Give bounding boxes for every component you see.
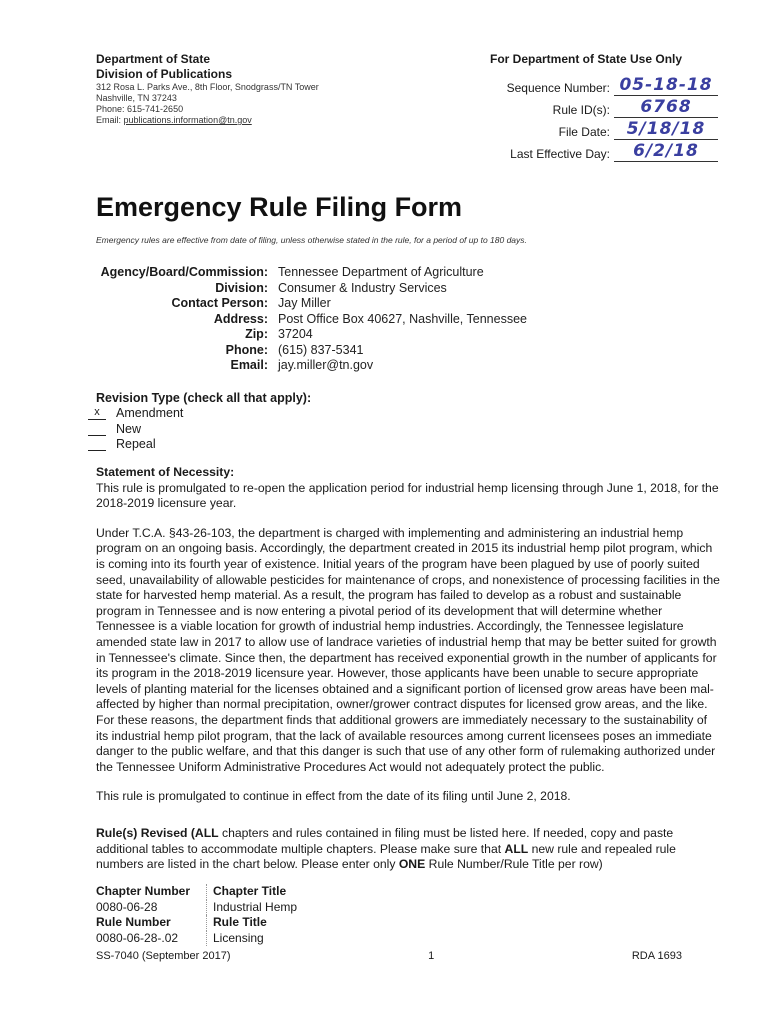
rule-table	[96, 884, 726, 946]
phone-row	[96, 343, 696, 359]
agency-value[interactable]: Tennessee Department of Agriculture	[278, 265, 484, 279]
amendment-label: Amendment	[116, 406, 184, 420]
statement-paragraph-2: Under T.C.A. §43-26-103, the department is charged with implementing and administering an industrial hemp program on an ongoing basis. Accordingly, the department created in 2015 its industrial hemp pilot program, which is coming into its fourth year of existence. Initial years of the program have been plagued by use of poorly suited seed, unavailability of allowable pesticides for maintenance of crops, and nonexistence of processing facilities in the state for harvested hemp material. As a result, the program has failed to develop as a robust and sustainable program in Tennessee and is now entering a pivotal period of its development that will determine whether Tennessee is a viable location for growth of industrial hemp industries. Accordingly, the Tennessee legislature amended state law in 2017 to allow use of landrace varieties of industrial hemp that may be better suited for growth in Tennessee's climate. Since then, the department has received exponential growth in the number of applicants for its program in the 2018-2019 licensure year. However, those applicants have been unable to secure appropriate levels of planting material for the licenses obtained and a significant portion of licensed grow areas have been mal-affected by higher than normal precipitation, owner/grower contract disputes for licensed grow areas, and the like. For these reasons, the department finds that additional growers are immediately necessary to the sustainability of its industrial hemp pilot program, that the lack of available resources among current licensees poses an immediate danger to the public welfare, and that this danger is such that use of any other form of rulemaking authorized under the Tennessee Uniform Administrative Procedures Act would not adequately protect the public.	[96, 525, 720, 774]
office-use-title: For Department of State Use Only	[490, 52, 683, 66]
chapter-number-header: Chapter Number	[96, 884, 191, 898]
chapter-title-cell[interactable]: Industrial Hemp	[206, 900, 713, 916]
agency-row	[96, 265, 696, 281]
rules-intro-f: ONE	[398, 857, 426, 872]
issuer-address: 312 Rosa L. Parks Ave., 8th Floor, Snodgrass/TN Tower	[96, 82, 319, 92]
phone-value[interactable]: (615) 837-5341	[278, 342, 364, 357]
file-date-value[interactable]: 5/18/18	[614, 119, 718, 140]
statement-heading: Statement of Necessity:	[96, 465, 235, 479]
rules-intro-b: ALL	[194, 826, 219, 840]
division-name: Division of Publications	[96, 67, 233, 81]
new-label: New	[116, 421, 142, 436]
issuer-city: Nashville, TN 37243	[96, 93, 177, 103]
rules-intro-e: new rule and repealed rule numbers are listed in the chart below. Please enter only	[96, 841, 676, 872]
rule-title-header: Rule Title	[206, 915, 713, 931]
last-effective-day-row	[490, 143, 730, 165]
rule-id-row	[490, 99, 730, 121]
table-header-row	[96, 915, 726, 931]
email-value[interactable]: jay.miller@tn.gov	[278, 358, 374, 372]
issuer-email-row	[96, 115, 396, 126]
contact-row	[96, 296, 696, 312]
rule-title-cell[interactable]: Licensing	[206, 931, 713, 947]
rule-number-header: Rule Number	[96, 915, 171, 929]
page-footer	[96, 950, 682, 962]
rules-intro-c: chapters and rules contained in filing must be listed here. If needed, copy and paste additional tables to accommodate multiple chapters. Please make sure that	[96, 826, 674, 856]
division-row	[96, 281, 696, 297]
dept-name: Department of State	[96, 52, 211, 66]
rules-intro-a: Rule(s) Revised (	[96, 826, 195, 840]
rule-id-value[interactable]: 6768	[614, 97, 718, 118]
rule-id-label: Rule ID(s):	[552, 103, 610, 117]
office-use-block	[490, 52, 730, 165]
email-row	[96, 358, 696, 374]
contact-value[interactable]: Jay Miller	[278, 296, 331, 310]
contact-label: Contact Person:	[171, 296, 268, 310]
sequence-number-value[interactable]: 05-18-18	[614, 75, 718, 96]
repeal-label: Repeal	[116, 437, 156, 451]
new-checkbox[interactable]	[88, 422, 106, 436]
form-subtitle: Emergency rules are effective from date of filing, unless otherwise stated in the rule, for a period of up to 180 days.	[96, 235, 527, 245]
chapter-number-cell[interactable]: 0080-06-28	[96, 899, 158, 914]
revision-type-section	[96, 390, 696, 453]
division-label: Division:	[215, 280, 268, 295]
address-label: Address:	[213, 311, 268, 326]
zip-label: Zip:	[245, 327, 268, 341]
last-effective-day-label: Last Effective Day:	[510, 147, 610, 161]
rules-intro-g: Rule Number/Rule Title per row)	[425, 857, 603, 872]
rules-intro-d: ALL	[504, 841, 529, 856]
form-number: SS-7040 (September 2017)	[96, 950, 231, 962]
rule-number-cell[interactable]: 0080-06-28-.02	[96, 930, 179, 945]
zip-row	[96, 327, 696, 343]
table-header-row	[96, 884, 726, 900]
statement-paragraph-1: This rule is promulgated to re-open the application period for industrial hemp licensing through June 1, 2018, for the 2018-2019 licensure year.	[96, 480, 719, 511]
address-row	[96, 312, 696, 328]
phone-label: Phone:	[225, 342, 268, 357]
table-row	[96, 900, 726, 916]
sequence-number-label: Sequence Number:	[506, 81, 610, 95]
form-title: Emergency Rule Filing Form	[96, 192, 463, 222]
zip-value[interactable]: 37204	[278, 327, 313, 341]
address-value[interactable]: Post Office Box 40627, Nashville, Tennessee	[278, 311, 527, 326]
revision-option-amendment	[88, 406, 696, 422]
email-label: Email:	[230, 358, 268, 372]
statement-paragraph-3: This rule is promulgated to continue in effect from the date of its filing until June 2, 2018.	[96, 789, 571, 804]
chapter-title-header: Chapter Title	[206, 884, 713, 900]
page-number: 1	[428, 950, 435, 962]
repeal-checkbox[interactable]	[88, 437, 106, 451]
file-date-label: File Date:	[558, 125, 610, 139]
division-value[interactable]: Consumer & Industry Services	[278, 280, 447, 295]
statement-of-necessity	[96, 465, 720, 819]
email-label: Email:	[96, 115, 124, 125]
file-date-row	[490, 121, 730, 143]
issuer-email-link[interactable]: publications.information@tn.gov	[123, 115, 252, 125]
revision-option-repeal	[88, 437, 696, 453]
revision-option-new	[88, 422, 696, 438]
issuer-phone: Phone: 615-741-2650	[96, 104, 184, 114]
sequence-number-row	[490, 77, 730, 99]
last-effective-day-value[interactable]: 6/2/18	[614, 141, 718, 162]
table-row	[96, 931, 726, 947]
rda-number: RDA 1693	[631, 950, 682, 962]
agency-info	[96, 265, 696, 374]
revision-type-heading: Revision Type (check all that apply):	[96, 391, 312, 405]
rules-revised-instructions	[96, 826, 720, 873]
agency-label: Agency/Board/Commission:	[100, 265, 268, 279]
amendment-checkbox[interactable]: x	[88, 406, 106, 420]
issuer-block	[96, 52, 396, 126]
